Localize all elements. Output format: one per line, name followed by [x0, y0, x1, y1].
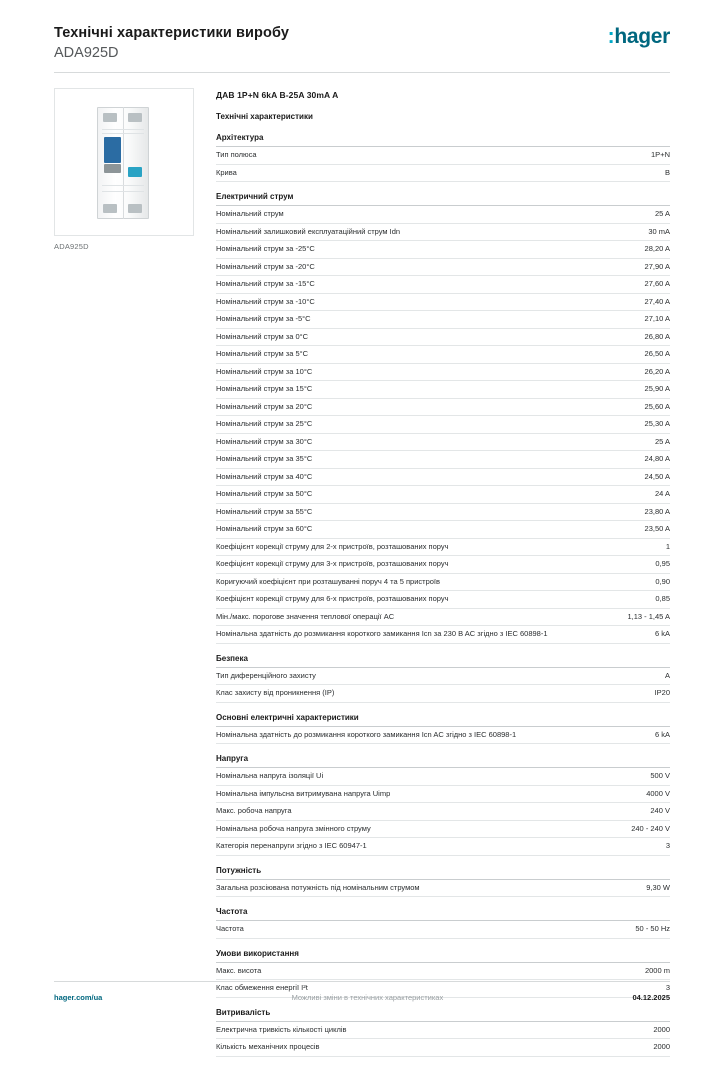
spec-label: Номінальний струм за 5°C — [216, 349, 309, 359]
spec-row — [216, 329, 670, 347]
spec-label: Номінальна здатність до розмикання короткого замикання Icn за 230 B AC згідно з IEC 60898-1 — [216, 629, 548, 639]
spec-group-title: Частота — [216, 907, 670, 921]
spec-value: 3 — [665, 983, 670, 993]
spec-group-title: Електричний струм — [216, 192, 670, 206]
spec-label: Категорія перенапруги згідно з IEC 60947-1 — [216, 841, 367, 851]
spec-label: Номінальний струм за 35°C — [216, 454, 313, 464]
footer-website-link[interactable]: hager.com/ua — [54, 993, 103, 1002]
spec-row — [216, 880, 670, 898]
spec-label: Мін./макс. порогове значення теплової операції AC — [216, 611, 395, 621]
spec-label: Номінальний струм за -20°C — [216, 261, 315, 271]
spec-value: 25,30 A — [644, 419, 670, 429]
spec-group — [216, 1008, 670, 1057]
spec-value: 23,80 A — [644, 506, 670, 516]
breaker-label-line — [102, 191, 144, 192]
breaker-module-split — [123, 107, 124, 219]
spec-group-title: Основні електричні характеристики — [216, 713, 670, 727]
spec-row — [216, 574, 670, 592]
spec-row — [216, 768, 670, 786]
spec-value: 2000 m — [644, 965, 670, 975]
spec-row — [216, 786, 670, 804]
spec-value: 28,20 A — [644, 244, 670, 254]
spec-group-title: Безпека — [216, 654, 670, 668]
breaker-terminal — [103, 113, 117, 122]
specifications-panel — [216, 90, 670, 1067]
page-header — [54, 24, 670, 72]
spec-row — [216, 504, 670, 522]
spec-label: Номінальний залишковий експлуатаційний струм Idn — [216, 226, 401, 236]
spec-value: 0,90 — [655, 576, 670, 586]
spec-row — [216, 556, 670, 574]
spec-row — [216, 416, 670, 434]
spec-row — [216, 685, 670, 703]
spec-row — [216, 224, 670, 242]
header-titles — [54, 24, 289, 62]
spec-label: Номінальний струм за 60°C — [216, 524, 313, 534]
spec-value: 1 — [665, 541, 670, 551]
spec-label: Крива — [216, 167, 237, 177]
spec-value: 240 - 240 V — [631, 823, 670, 833]
spec-row — [216, 364, 670, 382]
spec-value: 1,13 - 1,45 A — [627, 611, 670, 621]
spec-row — [216, 276, 670, 294]
spec-row — [216, 921, 670, 939]
spec-group-title: Потужність — [216, 866, 670, 880]
spec-value: 1P+N — [651, 150, 670, 160]
spec-group — [216, 713, 670, 745]
spec-value: 25 A — [654, 209, 670, 219]
breaker-test-button — [128, 167, 142, 177]
spec-value: 24,50 A — [644, 471, 670, 481]
spec-label: Макс. робоча напруга — [216, 806, 292, 816]
breaker-terminal — [128, 113, 142, 122]
spec-label: Номінальний струм за 0°C — [216, 331, 309, 341]
spec-label: Номінальна напруга ізоляції Ui — [216, 771, 324, 781]
spec-value: 3 — [665, 841, 670, 851]
page-footer — [54, 993, 670, 1002]
spec-value: 240 V — [650, 806, 670, 816]
spec-row — [216, 609, 670, 627]
footer-divider — [54, 981, 670, 982]
spec-label: Тип полюса — [216, 150, 257, 160]
spec-row — [216, 838, 670, 856]
spec-group — [216, 133, 670, 182]
logo-colon-mark: : — [607, 25, 615, 48]
spec-label: Кількість механічних процесів — [216, 1042, 320, 1052]
spec-value: 26,50 A — [644, 349, 670, 359]
spec-row — [216, 963, 670, 981]
spec-row — [216, 241, 670, 259]
specifications-heading: Технічні характеристики — [216, 112, 313, 121]
spec-label: Номінальний струм за -5°C — [216, 314, 311, 324]
spec-group — [216, 192, 670, 644]
spec-row — [216, 399, 670, 417]
spec-row — [216, 591, 670, 609]
spec-value: B — [664, 167, 670, 177]
spec-row — [216, 1039, 670, 1057]
spec-value: 0,95 — [655, 559, 670, 569]
spec-group — [216, 754, 670, 856]
spec-label: Номінальний струм — [216, 209, 284, 219]
spec-group-title: Витривалість — [216, 1008, 670, 1022]
spec-value: A — [664, 670, 670, 680]
logo-wordmark: hager — [614, 25, 670, 48]
spec-row — [216, 668, 670, 686]
spec-row — [216, 434, 670, 452]
spec-group — [216, 907, 670, 939]
product-reference: ADA925D — [54, 45, 119, 62]
spec-label: Коефіцієнт корекції струму для 3-х пристроїв, розташованих поруч — [216, 559, 449, 569]
spec-value: 27,40 A — [644, 296, 670, 306]
spec-label: Номінальна імпульсна витримувана напруга Uimp — [216, 788, 391, 798]
spec-group — [216, 949, 670, 998]
spec-value: 0,85 — [655, 594, 670, 604]
spec-label: Номінальна здатність до розмикання короткого замикання Icn AC згідно з IEC 60898-1 — [216, 729, 517, 739]
spec-row — [216, 294, 670, 312]
spec-value: 27,60 A — [644, 279, 670, 289]
spec-row — [216, 311, 670, 329]
spec-label: Номінальний струм за -15°C — [216, 279, 315, 289]
circuit-breaker-illustration — [97, 107, 149, 219]
spec-row — [216, 486, 670, 504]
spec-row — [216, 821, 670, 839]
spec-row — [216, 147, 670, 165]
spec-label: Номінальний струм за 50°C — [216, 489, 313, 499]
spec-label: Номінальна робоча напруга змінного струму — [216, 823, 371, 833]
spec-label: Номінальний струм за -10°C — [216, 296, 315, 306]
spec-group-title: Архітектура — [216, 133, 670, 147]
spec-label: Номінальний струм за 30°C — [216, 436, 313, 446]
hager-logo — [608, 24, 670, 47]
spec-value: 50 - 50 Hz — [635, 924, 670, 934]
spec-label: Номінальний струм за 25°C — [216, 419, 313, 429]
spec-value: 26,80 A — [644, 331, 670, 341]
spec-row — [216, 206, 670, 224]
footer-disclaimer: Можливі зміни в технічних характеристиках — [291, 993, 444, 1002]
spec-value: 24 A — [654, 489, 670, 499]
spec-value: 25,90 A — [644, 384, 670, 394]
spec-value: 9,30 W — [646, 882, 670, 892]
spec-value: 4000 V — [646, 788, 670, 798]
spec-value: 24,80 A — [644, 454, 670, 464]
spec-value: 6 kA — [654, 629, 670, 639]
spec-group — [216, 866, 670, 898]
spec-value: 2000 — [653, 1042, 670, 1052]
spec-value: 25,60 A — [644, 401, 670, 411]
spec-value: 27,10 A — [644, 314, 670, 324]
spec-row — [216, 165, 670, 183]
spec-label: Клас обмеження енергії I²t — [216, 983, 308, 993]
product-image-caption: ADA925D — [54, 242, 89, 251]
spec-row — [216, 259, 670, 277]
spec-row — [216, 346, 670, 364]
spec-row — [216, 803, 670, 821]
spec-row — [216, 626, 670, 644]
spec-groups — [216, 133, 670, 1057]
spec-label: Коефіцієнт корекції струму для 2-х пристроїв, розташованих поруч — [216, 541, 449, 551]
product-image-block — [54, 88, 194, 251]
spec-label: Коефіцієнт корекції струму для 6-х пристроїв, розташованих поруч — [216, 594, 449, 604]
product-designation: ДАВ 1P+N 6kA B-25A 30mA A — [216, 90, 339, 100]
breaker-terminal — [128, 204, 142, 213]
product-photo — [54, 88, 194, 236]
spec-value: 2000 — [653, 1024, 670, 1034]
spec-label: Клас захисту від проникнення (IP) — [216, 688, 335, 698]
spec-label: Загальна розсіювана потужність під номінальним струмом — [216, 882, 420, 892]
spec-value: 27,90 A — [644, 261, 670, 271]
spec-value: IP20 — [654, 688, 670, 698]
spec-label: Номінальний струм за 40°C — [216, 471, 313, 481]
spec-row — [216, 1022, 670, 1040]
spec-row — [216, 521, 670, 539]
spec-value: 23,50 A — [644, 524, 670, 534]
spec-group-title: Напруга — [216, 754, 670, 768]
breaker-label-line — [102, 129, 144, 130]
spec-value: 6 kA — [654, 729, 670, 739]
spec-row — [216, 469, 670, 487]
breaker-toggle-lever — [104, 137, 121, 163]
breaker-label-line — [102, 133, 144, 134]
breaker-toggle-base — [104, 164, 121, 173]
spec-value: 30 mA — [648, 226, 670, 236]
spec-row — [216, 539, 670, 557]
spec-group — [216, 654, 670, 703]
spec-label: Макс. висота — [216, 965, 262, 975]
footer-date: 04.12.2025 — [632, 993, 670, 1002]
spec-label: Коригуючий коефіцієнт при розташуванні поруч 4 та 5 пристроїв — [216, 576, 441, 586]
spec-label: Номінальний струм за 10°C — [216, 366, 313, 376]
header-divider — [54, 72, 670, 73]
spec-label: Номінальний струм за -25°C — [216, 244, 315, 254]
spec-label: Електрична тривкість кількості циклів — [216, 1024, 347, 1034]
spec-row — [216, 727, 670, 745]
breaker-terminal — [103, 204, 117, 213]
spec-value: 26,20 A — [644, 366, 670, 376]
spec-label: Частота — [216, 924, 244, 934]
spec-row — [216, 381, 670, 399]
spec-label: Номінальний струм за 55°C — [216, 506, 313, 516]
page-title: Технічні характеристики виробу — [54, 25, 289, 41]
spec-label: Номінальний струм за 15°C — [216, 384, 313, 394]
spec-row — [216, 451, 670, 469]
spec-group-title: Умови використання — [216, 949, 670, 963]
spec-value: 25 A — [654, 436, 670, 446]
breaker-label-line — [102, 185, 144, 186]
spec-label: Номінальний струм за 20°C — [216, 401, 313, 411]
spec-label: Тип диференційного захисту — [216, 670, 316, 680]
spec-value: 500 V — [650, 771, 670, 781]
